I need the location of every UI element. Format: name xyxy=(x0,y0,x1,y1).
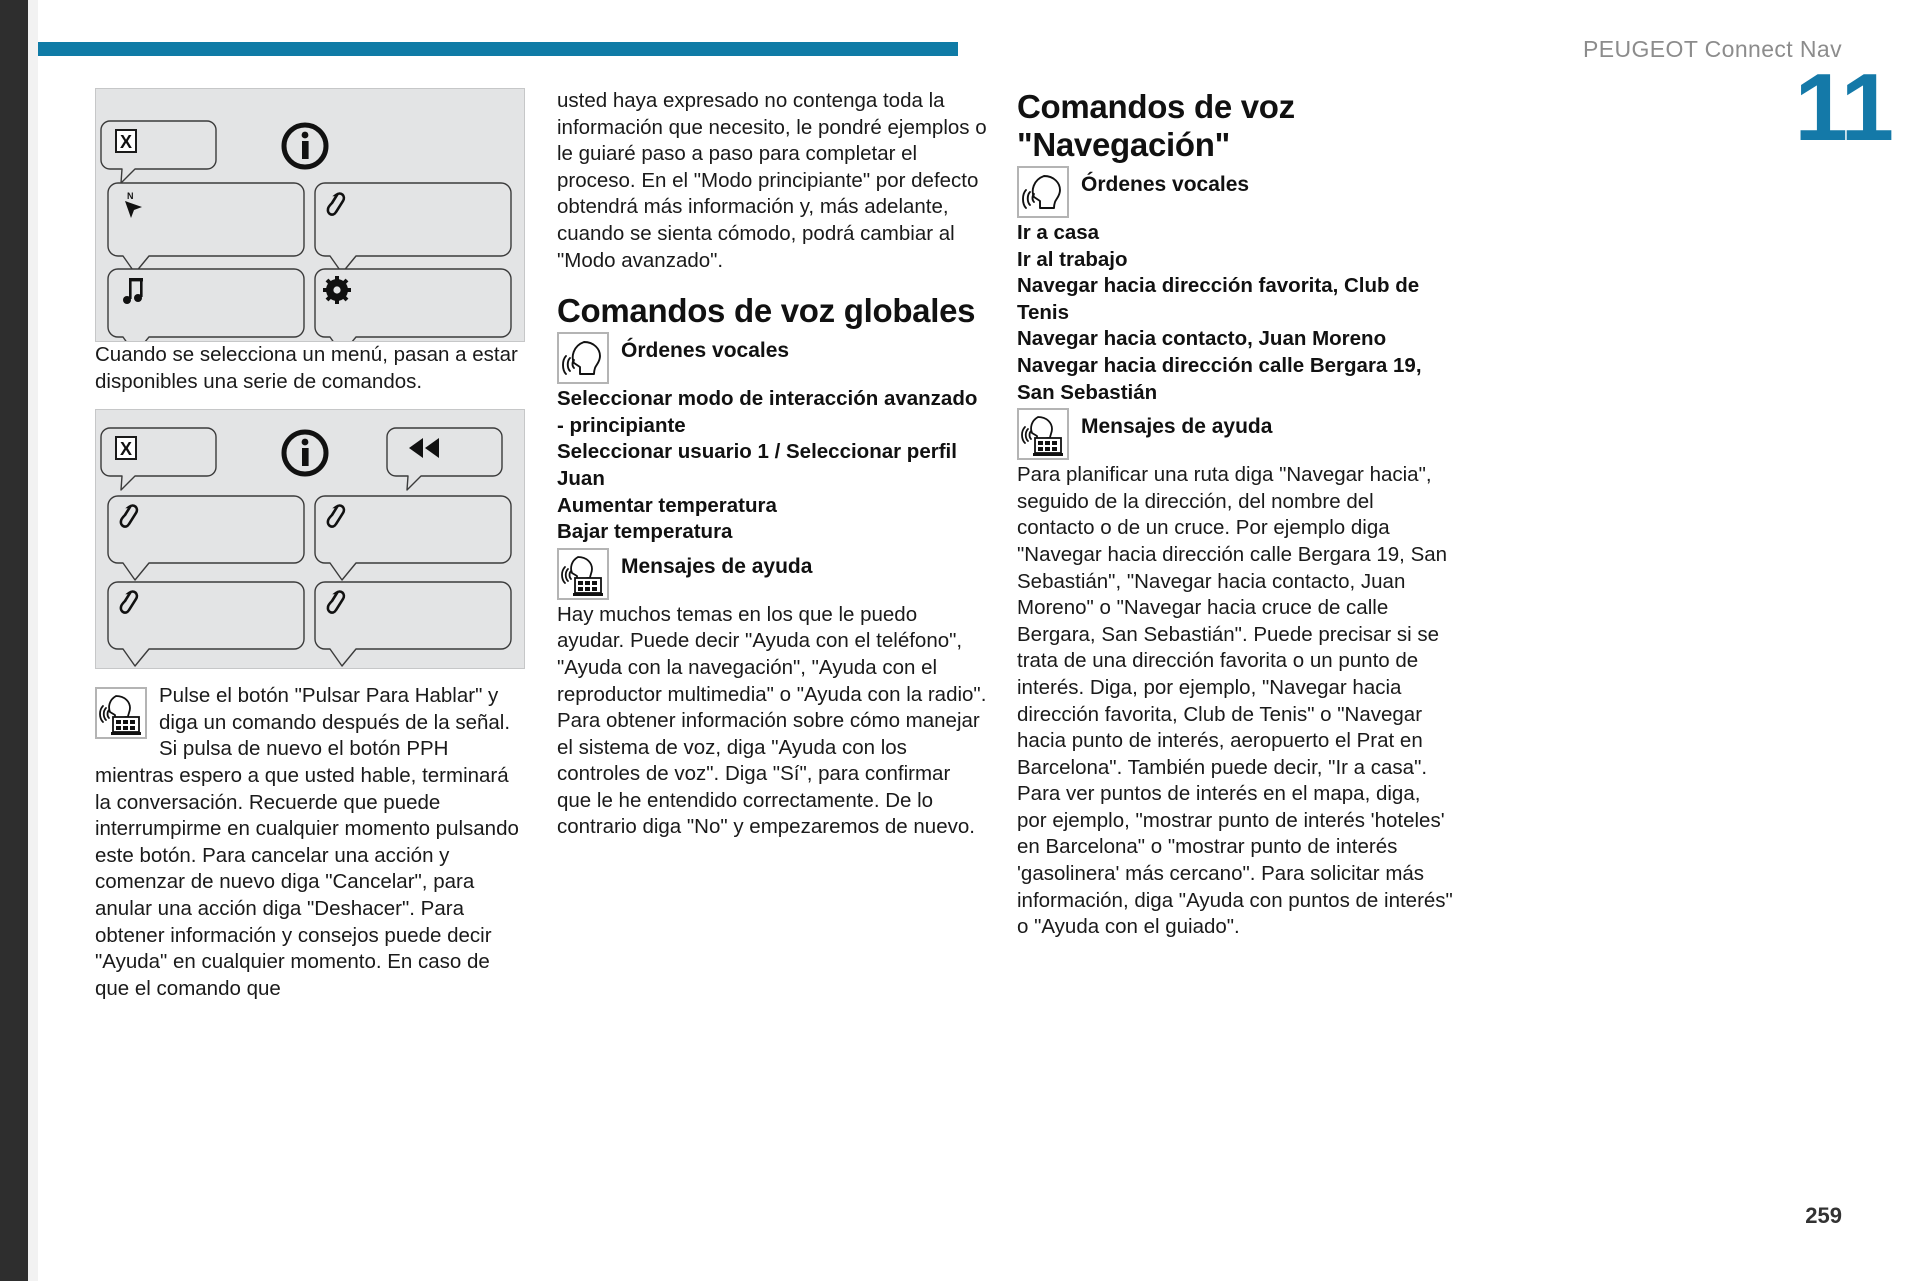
column-1 xyxy=(95,88,525,1002)
voice-commands-icon xyxy=(1017,166,1069,218)
page-left-edge-inner xyxy=(28,0,38,1281)
column-3 xyxy=(1017,88,1455,941)
voice-commands-header-global xyxy=(557,332,989,384)
help-messages-icon xyxy=(95,687,147,739)
help-paragraph-nav: Para planificar una ruta diga "Navegar hacia", seguido de la dirección, del nombre del contacto o de un cruce. Por ejemplo diga "Navegar hacia dirección calle Bergara 19, San Sebastián", "Navegar hacia contacto, Juan Moreno" o "Navegar hacia cruce de calle Bergara, San Sebastián". Puede precisar si se trata de una dirección favorita o un punto de interés. Diga, por ejemplo, "Navegar hacia dirección favorita, Club de Tenis" o "Navegar hacia punto de interés, aeropuerto el Prat en Barcelona". También puede decir, "Ir a casa". Para ver puntos de interés en el mapa, diga, por ejemplo, "mostrar punto de interés 'hoteles' en Barcelona" o "mostrar punto de interés 'gasolinera' más cercano". Para solicitar más información, diga "Ayuda con puntos de interés" o "Ayuda con el guiado". xyxy=(1017,463,1453,939)
help-messages-label: Mensajes de ayuda xyxy=(621,554,813,578)
submenu-commands-screen-graphic xyxy=(96,410,524,668)
section-title-line2: "Navegación" xyxy=(1017,126,1230,163)
help-messages-header-nav xyxy=(1017,408,1455,460)
section-title-line1: Comandos de voz xyxy=(1017,88,1295,125)
voice-commands-label: Órdenes vocales xyxy=(621,339,790,363)
column-2 xyxy=(557,88,989,841)
svg-text:X: X xyxy=(119,439,133,460)
command-item: Navegar hacia dirección favorita, Club de Tenis xyxy=(1017,274,1420,324)
help-messages-icon xyxy=(1017,408,1069,460)
section-title-navigation-commands xyxy=(1017,88,1455,164)
section-title-global-commands: Comandos de voz globales xyxy=(557,292,976,330)
brand-header: PEUGEOT Connect Nav xyxy=(1583,36,1842,62)
help-messages-header-global xyxy=(557,548,989,600)
command-item: Ir al trabajo xyxy=(1017,247,1128,271)
command-item: Seleccionar modo de interacción avanzado - principiante xyxy=(557,387,978,437)
command-item: Aumentar temperatura xyxy=(557,493,777,517)
voice-commands-header-nav xyxy=(1017,166,1455,218)
main-menu-screen xyxy=(95,88,525,342)
help-messages-label: Mensajes de ayuda xyxy=(1081,415,1273,439)
page-number: 259 xyxy=(1805,1203,1842,1228)
help-messages-icon xyxy=(557,548,609,600)
command-item: Seleccionar usuario 1 / Seleccionar perfil Juan xyxy=(557,440,957,490)
svg-text:N: N xyxy=(127,191,134,201)
chapter-number: 11 xyxy=(1794,54,1892,161)
submenu-commands-screen xyxy=(95,409,525,669)
command-item: Ir a casa xyxy=(1017,221,1100,244)
intro-paragraph: usted haya expresado no contenga toda la información que necesito, le pondré ejemplos o le guiaré paso a paso para completar el proceso. En el "Modo principiante" por defecto obtendrá más información y, más adelante, cuando se sienta cómodo, podrá cambiar al "Modo avanzado". xyxy=(557,89,987,272)
help-paragraph-global: Hay muchos temas en los que le puedo ayudar. Puede decir "Ayuda con el teléfono", "Ayuda con la navegación", "Ayuda con el reproductor multimedia" o "Ayuda con la radio". Para obtener información sobre cómo manejar el sistema de voz, diga "Ayuda con los controles de voz". Diga "Sí", para confirmar que le he entendido correctamente. De lo contrario diga "No" y empezaremos de nuevo. xyxy=(557,602,987,839)
main-menu-screen-graphic xyxy=(96,89,524,341)
screen1-caption: Cuando se selecciona un menú, pasan a estar disponibles una serie de comandos. xyxy=(95,343,518,393)
pph-instruction-block xyxy=(95,683,525,1002)
voice-commands-icon xyxy=(557,332,609,384)
command-item: Bajar temperatura xyxy=(557,520,733,544)
pph-paragraph: Pulse el botón "Pulsar Para Hablar" y diga un comando después de la señal. Si pulsa de nuevo el botón PPH mientras espero a que usted hable, terminará la conversación. Recuerde que puede interrumpirme en cualquier momento pulsando este botón. Para cancelar una acción y comenzar de nuevo diga "Cancelar", para anular una acción diga "Deshacer". Para obtener información y consejos puede decir "Ayuda" en cualquier momento. En caso de que el comando que xyxy=(95,684,519,1000)
svg-text:X: X xyxy=(119,132,133,152)
command-item: Navegar hacia contacto, Juan Moreno xyxy=(1017,327,1387,351)
command-item: Navegar hacia dirección calle Bergara 19, San Sebastián xyxy=(1017,353,1422,404)
page-left-edge xyxy=(0,0,28,1281)
voice-commands-label: Órdenes vocales xyxy=(1081,173,1250,196)
top-accent-rule xyxy=(38,42,958,56)
